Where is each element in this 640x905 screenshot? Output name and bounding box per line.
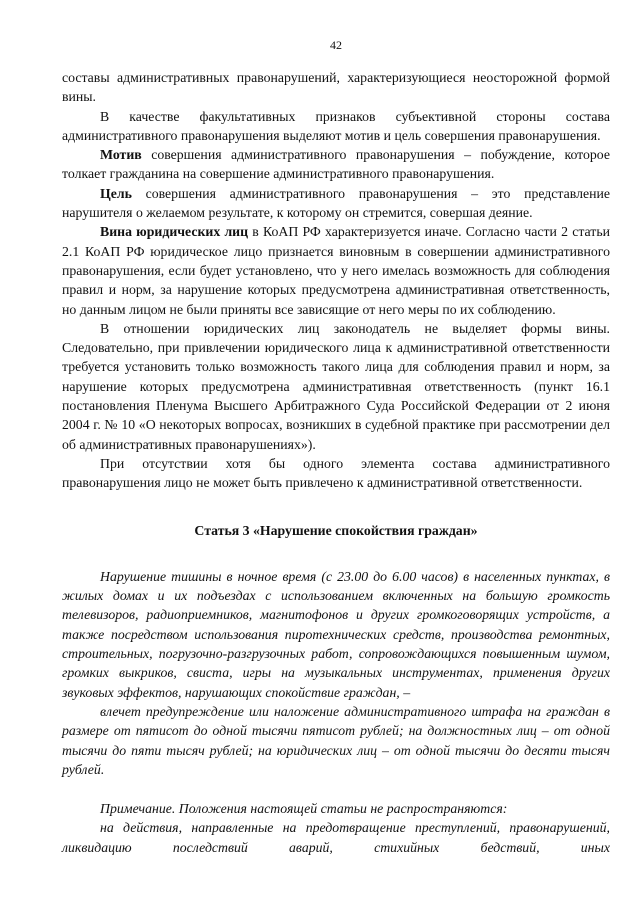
article-disposition: Нарушение тишины в ночное время (с 23.00 до 6.00 часов) в населенных пунктах, в жилых домах и их подъездах с использованием включенных на большую громкость телевизоров, радиоприемников, магнитофонов и других громкоговорящих устройств, а также посредством использования пиротехнических средств, производства ремонтных, строительных, погрузочно-разгрузочных работ, сопровождающихся повышенным шумом, громких выкриков, свиста, игры на музыкальных инструментах, применения других звуковых эффектов, нарушающих спокойствие граждан, –: [62, 568, 610, 700]
paragraph-goal: [62, 184, 610, 223]
term-motive: Мотив: [100, 147, 142, 163]
legal-entities-guilt-text: в КоАП РФ характеризуется иначе. Согласно части 2 статьи 2.1 КоАП РФ юридическое лицо признается виновным в совершении административного правонарушения, если будет установлено, что у него имелась возможность для соблюдения правил и норм, за нарушение которых предусмотрена административная ответственность, но данным лицом не были приняты все зависящие от него меры по их соблюдению.: [62, 224, 610, 317]
paragraph-forms-of-guilt: составы административных правонарушений, характеризующиеся неосторожной формой вины.: [62, 70, 610, 105]
article-note-text: на действия, направленные на предотвращение преступлений, правонарушений, ликвидацию последствий аварий, стихийных бедствий, иных: [62, 820, 610, 855]
paragraph-motive: [62, 145, 610, 184]
paragraph-missing-element: При отсутствии хотя бы одного элемента состава административного правонарушения лицо не может быть привлечено к административной ответственности.: [62, 455, 610, 491]
article-sanction: влечет предупреждение или наложение административного штрафа на граждан в размере от пятисот до одной тысячи пятисот рублей; на должностных лиц – от одной тысячи до пяти тысяч рублей; на юридических лиц – от одной тысячи до десяти тысяч рублей.: [62, 703, 610, 777]
document-page: [62, 38, 610, 898]
article-heading: Статья 3 «Нарушение спокойствия граждан»: [194, 522, 478, 538]
paragraph-no-forms-of-guilt: В отношении юридических лиц законодатель не выделяет формы вины. Следовательно, при привлечении юридического лица к административной ответственности требуется установить только возможность такого лица для соблюдения правил и норм, за нарушение которых предусмотрена административная ответственность (пункт 16.1 постановления Пленума Высшего Арбитражного Суда Российской Федерации от 2 июня 2004 г. № 10 «О некоторых вопросах, возникших в судебной практике при рассмотрении дел об административных правонарушениях»).: [62, 320, 610, 452]
goal-definition: совершения административного правонарушения – это представление нарушителя о желаемом результате, к которому он стремится, совершая деяние.: [62, 185, 610, 221]
paragraph-optional-features: В качестве факультативных признаков субъективной стороны состава административного правонарушения выделяют мотив и цель совершения правонарушения.: [62, 108, 610, 143]
motive-definition: совершения административного правонарушения – побуждение, которое толкает гражданина на совершение административного правонарушения.: [62, 147, 610, 182]
article-note-title: Примечание. Положения настоящей статьи не распространяются:: [100, 801, 508, 817]
page-number: 42: [330, 38, 342, 52]
term-goal: Цель: [100, 185, 132, 201]
term-legal-entities-guilt: Вина юридических лиц: [100, 224, 249, 240]
paragraph-legal-entities-guilt: [62, 222, 610, 318]
